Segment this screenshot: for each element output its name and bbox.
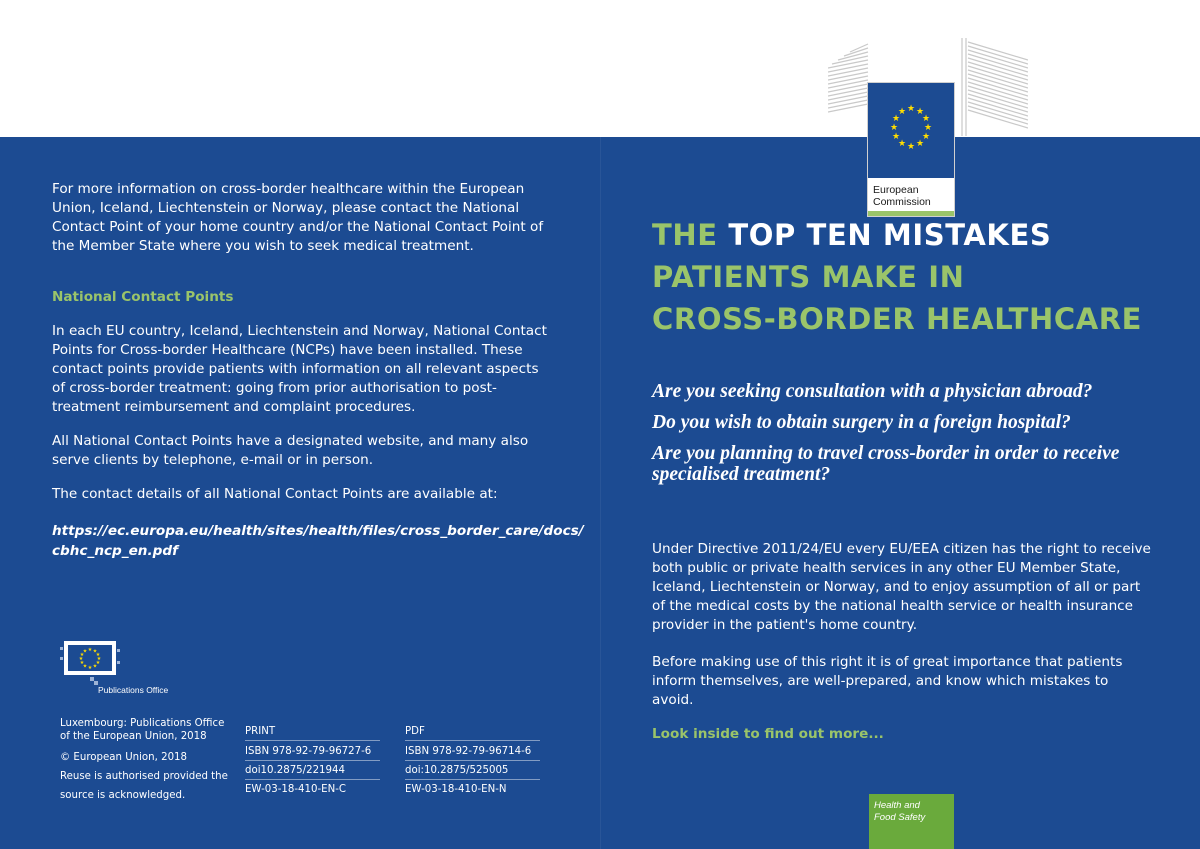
ec-logo-text	[873, 184, 931, 208]
svg-text:★: ★	[78, 656, 84, 662]
publications-office-label: Publications Office	[98, 685, 169, 695]
ec-logo-line2: Commission	[873, 196, 931, 208]
svg-text:★: ★	[87, 647, 93, 653]
print-rule-1	[245, 740, 380, 741]
pdf-rule-3	[405, 779, 540, 780]
question-1: Are you seeking consultation with a physician abroad?	[652, 381, 1093, 402]
svg-text:★: ★	[906, 104, 916, 114]
pdf-isbn: ISBN 978-92-79-96714-6	[405, 746, 532, 757]
questions-block	[652, 381, 1172, 495]
ncp-heading: National Contact Points	[52, 289, 234, 305]
title-line-2: PATIENTS MAKE IN	[652, 260, 965, 294]
svg-text:★: ★	[92, 663, 98, 670]
svg-text:★: ★	[92, 648, 98, 655]
svg-text:★: ★	[891, 132, 901, 142]
title-line-3: CROSS-BORDER HEALTHCARE	[652, 302, 1143, 336]
print-catalogue-code: EW-03-18-410-EN-C	[245, 784, 347, 795]
pdf-catalogue-code: EW-03-18-410-EN-N	[405, 784, 507, 795]
question-2: Do you wish to obtain surgery in a foreign hospital?	[652, 412, 1071, 433]
svg-text:★: ★	[95, 660, 101, 666]
imprint-copyright: © European Union, 2018	[60, 752, 188, 763]
page-title	[652, 214, 1142, 340]
pdf-label: PDF	[405, 726, 425, 737]
imprint-reuse-2: source is acknowledged.	[60, 790, 186, 801]
svg-text:★: ★	[96, 656, 102, 662]
print-label: PRINT	[245, 726, 276, 737]
ncp-paragraph-2: All National Contact Points have a designated website, and many also serve clients by telephone, e-mail or in person.	[52, 433, 529, 468]
title-the: THE	[652, 218, 718, 252]
imprint-line-1: Luxembourg: Publications Office	[60, 718, 225, 729]
pdf-rule-2	[405, 760, 540, 761]
pdf-doi: doi:10.2875/525005	[405, 765, 509, 776]
svg-text:★: ★	[891, 114, 901, 124]
print-isbn: ISBN 978-92-79-96727-6	[245, 746, 372, 757]
svg-text:★: ★	[889, 123, 899, 133]
question-3: Are you planning to travel cross-border in order to receive specialised treatment?	[652, 443, 1120, 485]
svg-text:★: ★	[923, 123, 933, 133]
pdf-rule-1	[405, 740, 540, 741]
print-rule-2	[245, 760, 380, 761]
svg-text:★: ★	[897, 139, 907, 149]
european-commission-logo	[828, 38, 1028, 208]
ec-logo-box	[868, 83, 954, 216]
svg-text:★: ★	[79, 660, 85, 666]
page-fold	[600, 137, 601, 849]
ncp-url-line-2[interactable]: cbhc_ncp_en.pdf	[52, 543, 179, 559]
intro-text: For more information on cross-border healthcare within the European Union, Iceland, Liechtenstein or Norway, please contact the National Contact Point of your home country and/or the National Contact Point of the Member State where you wish to seek medical treatment.	[52, 181, 544, 254]
imprint-line-2: of the European Union, 2018	[60, 731, 207, 742]
svg-text:★: ★	[921, 114, 931, 124]
look-inside-text: Look inside to find out more...	[652, 726, 884, 742]
prepare-paragraph: Before making use of this right it is of great importance that patients inform themselves, are well-prepared, and know which mistakes to avoid.	[652, 654, 1123, 708]
health-food-safety-badge	[869, 794, 954, 849]
ncp-paragraph-3: The contact details of all National Contact Points are available at:	[52, 486, 498, 502]
svg-text:★: ★	[79, 652, 85, 658]
imprint-reuse-1: Reuse is authorised provided the	[60, 771, 228, 782]
svg-text:★: ★	[87, 665, 93, 671]
print-rule-3	[245, 779, 380, 780]
ncp-url-line-1[interactable]: https://ec.europa.eu/health/sites/health/files/cross_border_care/docs/	[52, 523, 584, 539]
badge-line-2: Food Safety	[874, 812, 926, 823]
svg-text:★: ★	[915, 139, 925, 149]
svg-text:★: ★	[82, 648, 88, 655]
directive-paragraph: Under Directive 2011/24/EU every EU/EEA citizen has the right to receive both public or private health services in any other EU Member State, Iceland, Liechtenstein or Norway, and to enjoy assumption of all or part of the medical costs by the national health service or health insurance provider in the patient's home country.	[652, 541, 1151, 633]
svg-text:★: ★	[897, 107, 907, 117]
svg-text:★: ★	[95, 652, 101, 658]
title-top-ten-mistakes: TOP TEN MISTAKES	[728, 218, 1052, 252]
svg-text:★: ★	[906, 142, 916, 152]
svg-text:★: ★	[921, 132, 931, 142]
badge-line-1: Health and	[874, 800, 920, 811]
svg-text:★: ★	[915, 107, 925, 117]
print-doi: doi10.2875/221944	[245, 765, 345, 776]
ec-logo-line1: European	[873, 184, 919, 196]
ncp-paragraph-1: In each EU country, Iceland, Liechtenstein and Norway, National Contact Points for Cross-border Healthcare (NCPs) have been installed. These contact points provide patients with information on all relevant aspects of cross-border treatment: going from prior authorisation to post-treatment reimbursement and complaint procedures.	[52, 323, 547, 415]
svg-text:★: ★	[82, 663, 88, 670]
eu-flag-icon	[868, 83, 954, 178]
